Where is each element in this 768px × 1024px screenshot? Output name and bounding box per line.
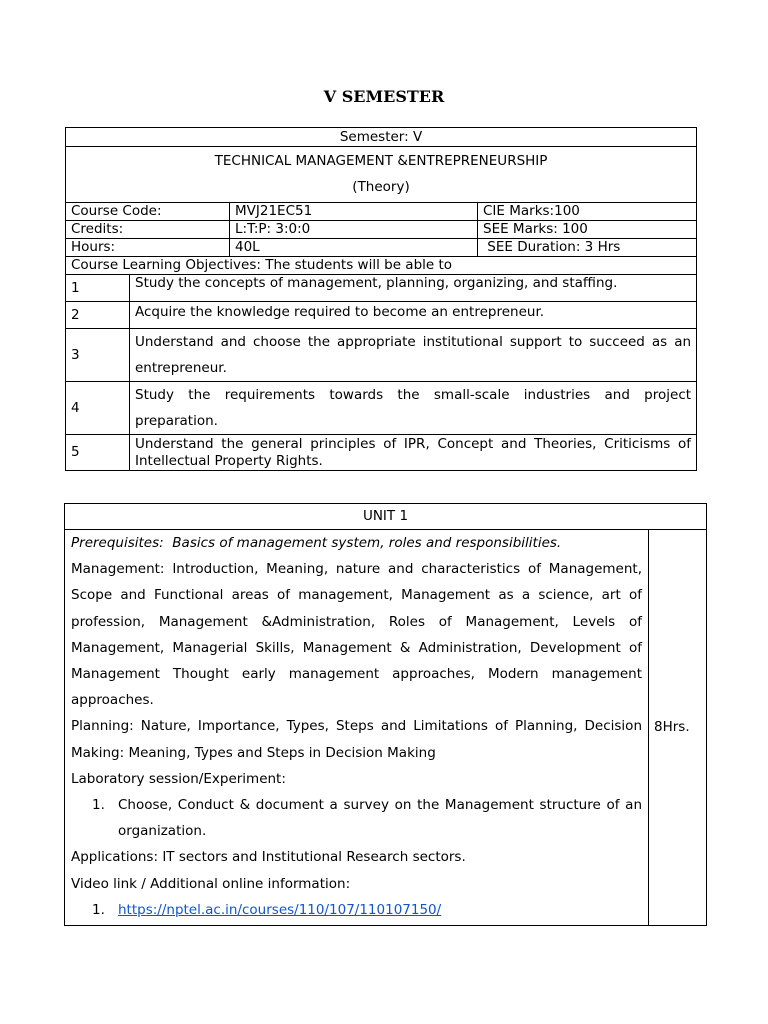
objective-number: 2 — [66, 302, 130, 329]
course-info-row — [66, 203, 697, 221]
management-label: Management: — [71, 561, 165, 578]
prerequisites-text: Basics of management system, roles and responsibilities. — [172, 535, 562, 551]
course-info-row — [66, 221, 697, 239]
unit-content — [65, 530, 649, 926]
objective-row — [66, 435, 697, 471]
course-info-extra: SEE Duration: 3 Hrs — [478, 239, 697, 257]
course-title: TECHNICAL MANAGEMENT &ENTREPRENEURSHIP — [214, 153, 548, 169]
lab-list — [71, 792, 642, 844]
objectives-header: Course Learning Objectives: The students will be able to — [66, 257, 697, 275]
course-subtitle: (Theory) — [352, 179, 410, 195]
objective-text: Study the concepts of management, planning, organizing, and staffing. — [130, 275, 697, 302]
course-info-row — [66, 239, 697, 257]
list-item — [71, 897, 642, 923]
video-list — [71, 897, 642, 923]
objective-number: 5 — [66, 435, 130, 471]
objective-number: 1 — [66, 275, 130, 302]
management-paragraph — [71, 556, 642, 713]
objective-row — [66, 382, 697, 435]
planning-text: Nature, Importance, Types, Steps and Limitations of Planning, Decision Making: Meaning, Types and Steps in Decision Making — [71, 718, 642, 761]
objective-text: Study the requirements towards the small-scale industries and project preparation. — [130, 382, 697, 435]
course-info-label: Hours: — [66, 239, 230, 257]
page-title: V SEMESTER — [323, 87, 445, 106]
semester-cell: Semester: V — [66, 128, 697, 147]
course-info-value: 40L — [230, 239, 478, 257]
objective-number: 4 — [66, 382, 130, 435]
list-item-text: Choose, Conduct & document a survey on the Management structure of an organization. — [118, 797, 642, 840]
course-info-value: L:T:P: 3:0:0 — [230, 221, 478, 239]
video-link[interactable]: https://nptel.ac.in/courses/110/107/110107150/ — [118, 901, 442, 918]
objective-row — [66, 302, 697, 329]
course-info-label: Credits: — [66, 221, 230, 239]
course-info-extra: CIE Marks:100 — [478, 203, 697, 221]
objective-number: 3 — [66, 329, 130, 382]
course-table — [65, 127, 697, 471]
course-info-extra: SEE Marks: 100 — [478, 221, 697, 239]
lab-label: Laboratory session/Experiment: — [71, 770, 286, 787]
list-item-number: 1. — [92, 901, 105, 918]
unit-hours: 8Hrs. — [649, 530, 707, 926]
management-text: Introduction, Meaning, nature and characteristics of Management, Scope and Functional areas of management, Management as a science, art of profession, Management &Administration, Roles of Management, Levels of Management, Managerial Skills, Management & Administration, Development of Management Thought early management approaches, Modern management approaches. — [71, 561, 642, 709]
unit-table — [64, 503, 707, 926]
objective-text: Understand the general principles of IPR, Concept and Theories, Criticisms of Intellectual Property Rights. — [130, 435, 697, 471]
course-info-value: MVJ21EC51 — [230, 203, 478, 221]
course-info-label: Course Code: — [66, 203, 230, 221]
unit-title: UNIT 1 — [65, 504, 707, 530]
applications-paragraph — [71, 844, 642, 870]
list-item — [71, 792, 642, 844]
video-label: Video link / Additional online information: — [71, 875, 351, 892]
prerequisites-label: Prerequisites: — [71, 535, 164, 551]
prerequisites-paragraph — [71, 530, 642, 556]
objective-text: Understand and choose the appropriate institutional support to succeed as an entrepreneur. — [130, 329, 697, 382]
planning-label: Planning: — [71, 718, 134, 735]
objective-row — [66, 275, 697, 302]
course-title-cell — [66, 147, 697, 203]
applications-label: Applications: — [71, 849, 159, 866]
objective-row — [66, 329, 697, 382]
list-item-number: 1. — [92, 797, 105, 814]
objective-text: Acquire the knowledge required to become an entrepreneur. — [130, 302, 697, 329]
applications-text: IT sectors and Institutional Research sectors. — [162, 849, 466, 866]
planning-paragraph — [71, 713, 642, 765]
